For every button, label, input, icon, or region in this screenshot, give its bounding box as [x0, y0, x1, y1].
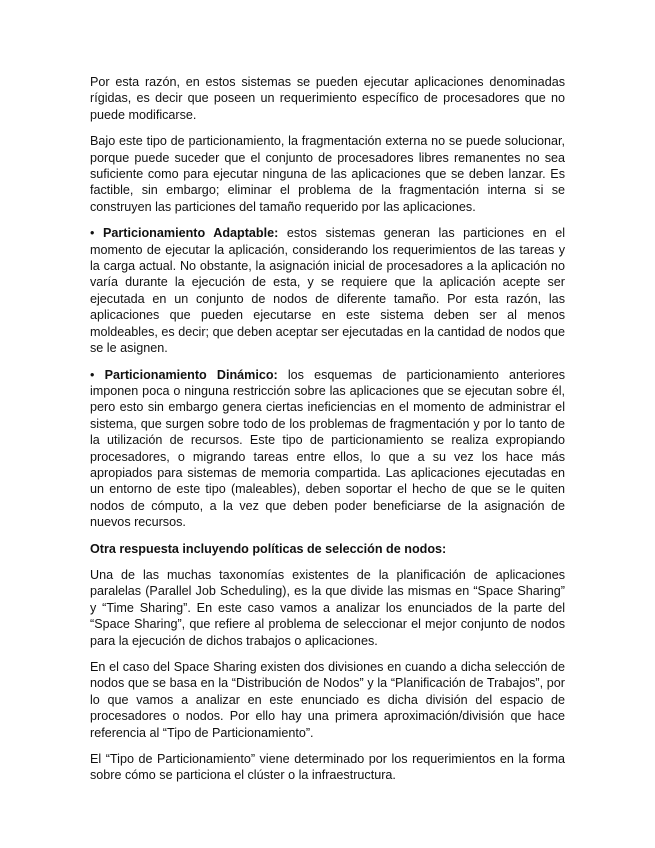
bullet-marker: •: [90, 226, 95, 241]
paragraph-space-sharing: En el caso del Space Sharing existen dos divisiones en cuando a dicha selección de nodos que se basa en la “Distribución de Nodos” y la “Planificación de Trabajos”, por lo que vamos a analizar en este enunciado es dicha división del espacio de procesadores o nodos. Por ello hay una primera aproximación/división que hace referencia al “Tipo de Particionamiento”.: [90, 660, 565, 740]
bullet-adaptive-partitioning: [90, 225, 565, 356]
bullet-text-adaptive: estos sistemas generan las particiones en el momento de ejecutar la aplicación, considerando los requerimientos de las tareas y la carga actual. No obstante, la asignación inicial de procesadores a la aplicación no varía durante la ejecución de esta, y se requiere que la aplicación acepte ser ejecutada en un conjunto de nodos de diferente tamaño. Por esta razón, las aplicaciones que pueden ejecutarse en este sistema deben ser al menos moldeables, es decir; que deben aceptar ser ejecutadas en la cantidad de nodos que se le asignen.: [90, 226, 565, 356]
document-page: [90, 74, 565, 794]
bullet-dynamic-partitioning: [90, 367, 565, 531]
bullet-title-adaptive: Particionamiento Adaptable:: [102, 226, 279, 241]
section-heading: Otra respuesta incluyendo políticas de selección de nodos:: [90, 541, 447, 556]
bullet-title-dynamic: Particionamiento Dinámico:: [104, 367, 278, 382]
paragraph-fragmentation: Bajo este tipo de particionamiento, la fragmentación externa no se puede solucionar, porque puede suceder que el conjunto de procesadores libres remanentes no sea suficiente como para ejecutar ninguna de las aplicaciones que se deben lanzar. Es factible, sin embargo; eliminar el problema de la fragmentación interna si se construyen las particiones del tamaño requerido por las aplicaciones.: [90, 134, 565, 214]
paragraph-rigid-apps: Por esta razón, en estos sistemas se pueden ejecutar aplicaciones denominadas rígidas, es decir que poseen un requerimiento específico de procesadores que no puede modificarse.: [90, 75, 565, 122]
bullet-text-dynamic: los esquemas de particionamiento anteriores imponen poca o ninguna restricción sobre las aplicaciones que se ejecutan sobre él, pero esto sin embargo genera ciertas ineficiencias en el momento de administrar el sistema, que surgen sobre todo de los problemas de fragmentación y por lo tanto de la utilización de recursos. Este tipo de particionamiento se realiza expropiando procesadores, o migrando tareas entre ellos, lo que a su vez los hace más apropiados para sistemas de memoria compartida. Las aplicaciones ejecutadas en un entorno de este tipo (maleables), deben soportar el hecho de que se le quiten nodos de cómputo, a la vez que deben poder beneficiarse de la asignación de nuevos recursos.: [90, 367, 565, 530]
paragraph-taxonomy: Una de las muchas taxonomías existentes de la planificación de aplicaciones paralelas (Parallel Job Scheduling), es la que divide las mismas en “Space Sharing” y “Time Sharing”. En este caso vamos a analizar los enunciados de la parte del “Space Sharing”, que refiere al problema de seleccionar el mejor conjunto de nodos para la ejecución de dichos trabajos o aplicaciones.: [90, 567, 565, 648]
paragraph-partition-type: El “Tipo de Particionamiento” viene determinado por los requerimientos en la forma sobre cómo se particiona el clúster o la infraestructura.: [90, 752, 565, 783]
bullet-marker: •: [90, 367, 95, 382]
